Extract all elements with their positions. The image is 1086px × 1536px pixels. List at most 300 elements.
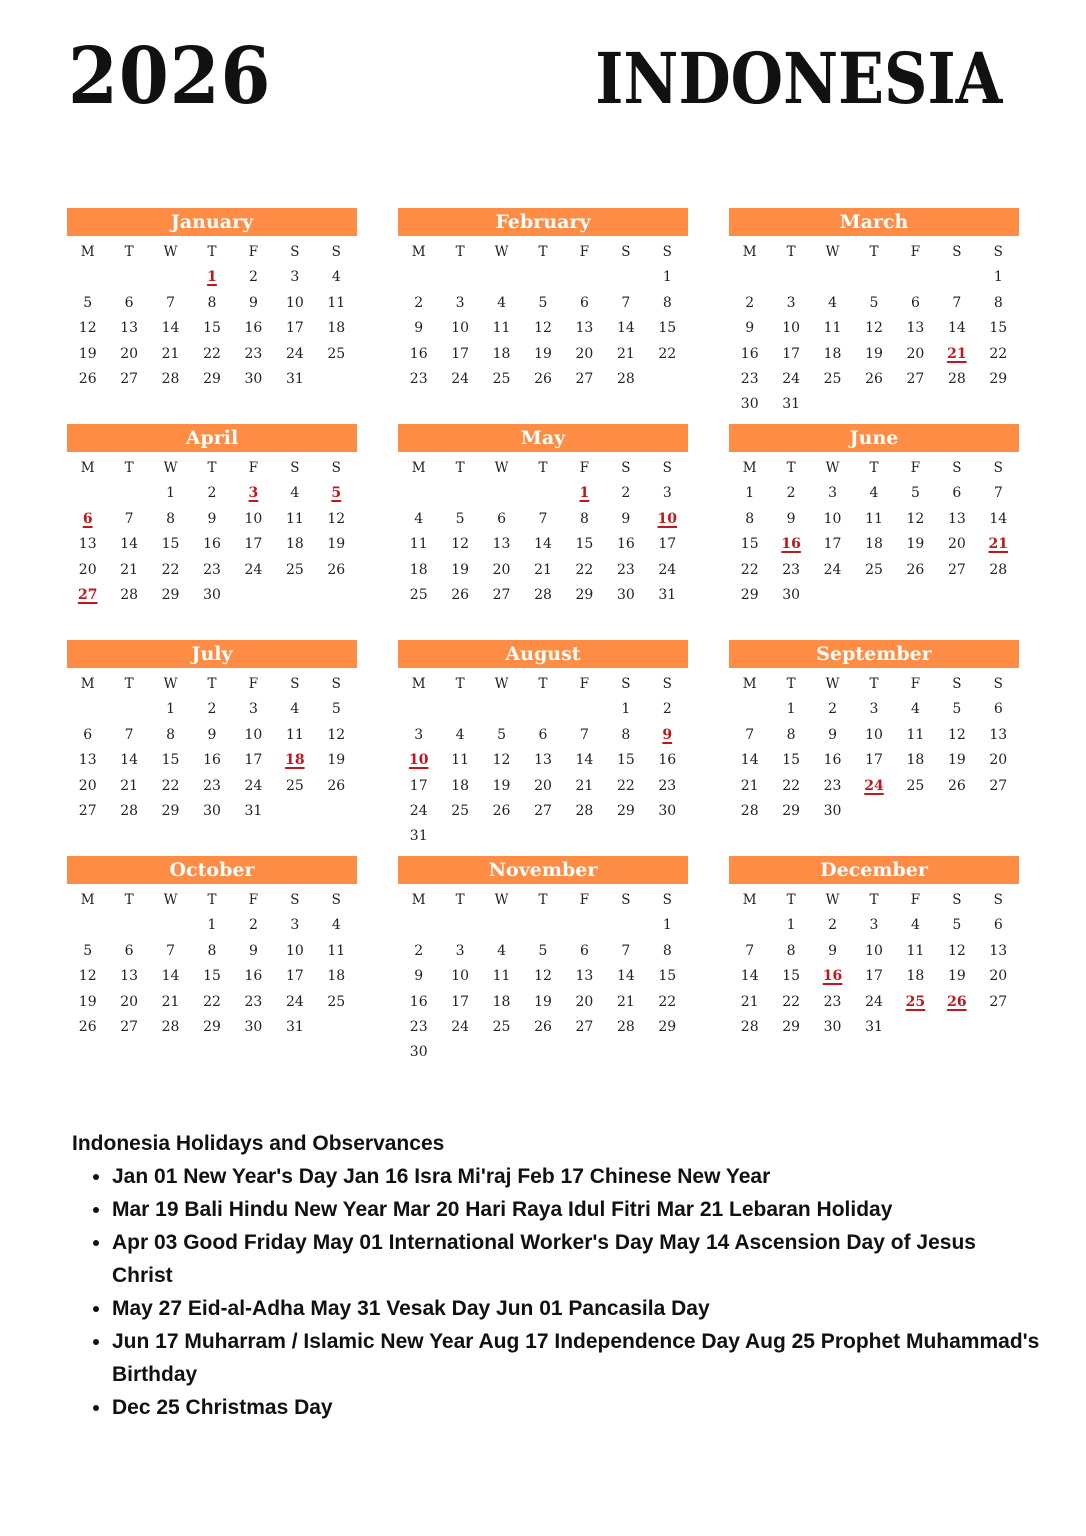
weekday-label: M — [411, 244, 426, 260]
date: 26 — [327, 561, 346, 578]
month-april — [67, 424, 357, 640]
empty-cell — [398, 697, 439, 722]
empty-cell — [150, 913, 191, 938]
month-september — [729, 640, 1019, 856]
date: 15 — [782, 968, 801, 985]
date: 18 — [492, 345, 511, 362]
holiday-list-item: • Mar 19 Bali Hindu New Year Mar 20 Hari Raya Idul Fitri Mar 21 Lebaran Holiday — [112, 1193, 1042, 1226]
date: 14 — [616, 320, 635, 337]
date: 20 — [78, 561, 97, 578]
weekday-label: T — [207, 244, 217, 260]
calendar-grid — [67, 208, 1019, 1072]
holiday-date: 25 — [905, 993, 926, 1010]
date: 19 — [327, 536, 346, 553]
date: 17 — [244, 752, 263, 769]
weekday-label: S — [621, 892, 631, 908]
date: 19 — [78, 345, 97, 362]
weekday-label: F — [579, 892, 590, 908]
empty-cell — [729, 913, 770, 938]
month-header: June — [729, 424, 1019, 452]
date: 28 — [616, 370, 635, 387]
empty-cell — [398, 265, 439, 290]
date: 29 — [782, 1018, 801, 1035]
date: 24 — [285, 345, 304, 362]
date: 1 — [207, 917, 217, 934]
empty-cell — [936, 265, 977, 290]
empty-cell — [108, 913, 149, 938]
date: 13 — [534, 752, 552, 769]
month-header: April — [67, 424, 357, 452]
date: 9 — [786, 510, 796, 527]
date: 24 — [285, 993, 304, 1010]
month-days — [67, 888, 357, 1040]
date: 27 — [947, 561, 966, 578]
date: 12 — [327, 510, 346, 527]
date: 2 — [786, 485, 796, 502]
date: 15 — [782, 752, 801, 769]
date: 15 — [740, 536, 759, 553]
date: 26 — [451, 586, 470, 603]
date: 23 — [740, 370, 759, 387]
date: 18 — [492, 993, 511, 1010]
date: 14 — [120, 536, 139, 553]
date: 7 — [124, 510, 134, 527]
date: 12 — [451, 536, 470, 553]
date: 10 — [244, 726, 263, 743]
weekday-label: S — [290, 460, 300, 476]
date: 8 — [745, 510, 755, 527]
weekday-label: T — [124, 460, 134, 476]
weekday-label: S — [290, 676, 300, 692]
weekday-label: W — [163, 460, 178, 476]
date: 9 — [248, 942, 258, 959]
holiday-date: 24 — [864, 777, 884, 794]
date: 22 — [782, 993, 801, 1010]
date: 10 — [285, 942, 304, 959]
weekday-label: T — [207, 676, 217, 692]
date: 24 — [658, 561, 677, 578]
date: 23 — [823, 777, 842, 794]
date: 9 — [828, 942, 838, 959]
date: 17 — [244, 536, 263, 553]
date: 27 — [492, 586, 511, 603]
date: 20 — [947, 536, 966, 553]
date: 21 — [616, 993, 635, 1010]
date: 10 — [451, 320, 470, 337]
month-december — [729, 856, 1019, 1072]
month-header: October — [67, 856, 357, 884]
date: 4 — [497, 294, 507, 311]
date: 5 — [83, 942, 93, 959]
date: 10 — [285, 294, 304, 311]
date: 29 — [989, 370, 1008, 387]
date: 3 — [248, 701, 258, 718]
date: 9 — [828, 726, 838, 743]
date: 8 — [662, 294, 672, 311]
date: 29 — [161, 586, 180, 603]
month-days — [729, 456, 1019, 608]
date: 14 — [120, 752, 139, 769]
date: 9 — [414, 320, 424, 337]
date: 5 — [952, 701, 962, 718]
date: 25 — [492, 370, 511, 387]
date: 18 — [327, 320, 346, 337]
date: 2 — [828, 701, 838, 718]
date: 30 — [203, 802, 221, 819]
date: 27 — [120, 370, 139, 387]
month-header: January — [67, 208, 357, 236]
date: 12 — [947, 942, 966, 959]
date: 26 — [327, 777, 346, 794]
weekday-label: W — [494, 244, 509, 260]
date: 1 — [166, 485, 176, 502]
month-header: December — [729, 856, 1019, 884]
weekday-label: S — [331, 460, 341, 476]
weekday-label: T — [455, 892, 465, 908]
date: 25 — [327, 993, 346, 1010]
date: 1 — [786, 917, 796, 934]
date: 20 — [492, 561, 511, 578]
date: 19 — [534, 345, 552, 362]
weekday-label: S — [952, 892, 962, 908]
holiday-list-item: • Apr 03 Good Friday May 01 International Worker's Day May 14 Ascension Day of Jesus Christ — [112, 1226, 1042, 1292]
holiday-date: 16 — [822, 968, 843, 985]
date: 16 — [244, 968, 263, 985]
empty-cell — [564, 697, 605, 722]
date: 14 — [616, 968, 635, 985]
date: 19 — [78, 993, 97, 1010]
date: 7 — [538, 510, 548, 527]
date: 30 — [244, 370, 263, 387]
date: 5 — [538, 294, 548, 311]
holiday-date: 18 — [285, 752, 305, 769]
date: 6 — [83, 726, 93, 743]
date: 13 — [492, 536, 511, 553]
date: 2 — [207, 485, 217, 502]
date: 14 — [534, 536, 552, 553]
weekday-label: S — [662, 460, 672, 476]
holiday-date: 26 — [947, 993, 967, 1010]
date: 2 — [414, 294, 424, 311]
date: 29 — [658, 1018, 677, 1035]
year-title: 2026 — [68, 31, 272, 122]
weekday-label: S — [290, 892, 300, 908]
date: 25 — [327, 345, 346, 362]
date: 9 — [745, 320, 755, 337]
weekday-label: W — [163, 676, 178, 692]
weekday-label: S — [621, 676, 631, 692]
date: 21 — [740, 777, 759, 794]
date: 1 — [662, 269, 672, 286]
month-header: February — [398, 208, 688, 236]
date: 20 — [575, 345, 594, 362]
date: 12 — [78, 968, 97, 985]
date: 28 — [989, 561, 1008, 578]
date: 31 — [244, 802, 263, 819]
date: 31 — [865, 1018, 883, 1035]
date: 11 — [327, 294, 346, 311]
date: 18 — [906, 752, 925, 769]
date: 30 — [782, 586, 801, 603]
date: 11 — [285, 726, 304, 743]
date: 12 — [492, 752, 511, 769]
date: 26 — [534, 370, 552, 387]
date: 17 — [451, 993, 470, 1010]
date: 19 — [865, 345, 883, 362]
date: 24 — [451, 1018, 470, 1035]
date: 25 — [906, 777, 925, 794]
date: 11 — [906, 942, 925, 959]
holiday-list-item: • May 27 Eid-al-Adha May 31 Vesak Day Jun 01 Pancasila Day — [112, 1292, 1042, 1325]
date: 13 — [575, 968, 594, 985]
weekday-label: S — [662, 244, 672, 260]
date: 16 — [244, 320, 263, 337]
date: 16 — [658, 752, 677, 769]
date: 10 — [782, 320, 801, 337]
date: 29 — [161, 802, 180, 819]
empty-cell — [812, 265, 853, 290]
date: 3 — [290, 269, 300, 286]
empty-cell — [564, 265, 605, 290]
holiday-list-title: Indonesia Holidays and Observances — [72, 1132, 445, 1155]
date: 21 — [120, 777, 139, 794]
date: 25 — [285, 777, 304, 794]
date: 2 — [248, 269, 258, 286]
month-july — [67, 640, 357, 856]
date: 6 — [952, 485, 962, 502]
month-january — [67, 208, 357, 424]
date: 6 — [993, 917, 1003, 934]
empty-cell — [439, 481, 480, 506]
date: 3 — [869, 701, 879, 718]
date: 4 — [414, 510, 424, 527]
date: 18 — [327, 968, 346, 985]
date: 23 — [244, 345, 263, 362]
date: 4 — [290, 701, 300, 718]
weekday-label: F — [910, 676, 921, 692]
weekday-label: M — [80, 244, 95, 260]
holiday-date: 21 — [988, 536, 1009, 553]
holiday-date: 3 — [248, 485, 259, 502]
month-june — [729, 424, 1019, 640]
date: 16 — [740, 345, 759, 362]
weekday-label: S — [331, 676, 341, 692]
weekday-label: W — [825, 460, 840, 476]
empty-cell — [770, 265, 811, 290]
date: 6 — [910, 294, 920, 311]
date: 1 — [993, 269, 1003, 286]
date: 11 — [865, 510, 883, 527]
date: 1 — [621, 701, 631, 718]
date: 3 — [786, 294, 796, 311]
weekday-label: S — [952, 460, 962, 476]
date: 4 — [910, 701, 920, 718]
weekday-label: T — [869, 244, 879, 260]
month-days — [67, 240, 357, 392]
weekday-label: W — [163, 244, 178, 260]
holiday-date: 5 — [331, 485, 342, 502]
date: 25 — [285, 561, 304, 578]
weekday-label: F — [248, 244, 259, 260]
date: 5 — [331, 701, 341, 718]
date: 7 — [952, 294, 962, 311]
weekday-label: T — [869, 892, 879, 908]
month-header: September — [729, 640, 1019, 668]
weekday-label: W — [825, 244, 840, 260]
country-title: INDONESIA — [594, 37, 1002, 120]
date: 28 — [120, 802, 139, 819]
month-november — [398, 856, 688, 1072]
date: 14 — [575, 752, 594, 769]
date: 31 — [409, 828, 428, 845]
date: 26 — [865, 370, 883, 387]
date: 4 — [497, 942, 507, 959]
month-header: March — [729, 208, 1019, 236]
empty-cell — [481, 913, 522, 938]
empty-cell — [108, 265, 149, 290]
holiday-list-item: • Jan 01 New Year's Day Jan 16 Isra Mi'raj Feb 17 Chinese New Year — [112, 1160, 1042, 1193]
date: 18 — [865, 536, 883, 553]
date: 31 — [285, 1018, 304, 1035]
date: 21 — [120, 561, 139, 578]
date: 22 — [740, 561, 759, 578]
date: 7 — [166, 294, 176, 311]
date: 12 — [947, 726, 966, 743]
weekday-label: T — [786, 244, 796, 260]
weekday-label: T — [124, 676, 134, 692]
date: 13 — [575, 320, 594, 337]
date: 17 — [658, 536, 677, 553]
date: 2 — [828, 917, 838, 934]
date: 3 — [828, 485, 838, 502]
month-days — [729, 888, 1019, 1040]
date: 8 — [786, 726, 796, 743]
weekday-label: S — [331, 244, 341, 260]
date: 24 — [782, 370, 801, 387]
month-days — [729, 240, 1019, 418]
weekday-label: T — [538, 676, 548, 692]
date: 17 — [409, 777, 428, 794]
weekday-label: F — [248, 676, 259, 692]
date: 12 — [906, 510, 925, 527]
date: 13 — [906, 320, 925, 337]
empty-cell — [564, 913, 605, 938]
date: 1 — [662, 917, 672, 934]
date: 28 — [161, 370, 180, 387]
weekday-label: T — [538, 460, 548, 476]
date: 16 — [409, 993, 428, 1010]
weekday-label: F — [910, 244, 921, 260]
weekday-label: W — [825, 676, 840, 692]
weekday-label: S — [993, 676, 1003, 692]
date: 6 — [993, 701, 1003, 718]
date: 17 — [285, 320, 304, 337]
date: 29 — [575, 586, 594, 603]
date: 11 — [451, 752, 470, 769]
date: 11 — [285, 510, 304, 527]
date: 12 — [534, 968, 552, 985]
month-days — [398, 672, 688, 850]
date: 7 — [745, 726, 755, 743]
holiday-list-item: • Jun 17 Muharram / Islamic New Year Aug 17 Independence Day Aug 25 Prophet Muhammad's Birthday — [112, 1325, 1042, 1391]
empty-cell — [522, 481, 563, 506]
date: 16 — [823, 752, 842, 769]
date: 28 — [575, 802, 594, 819]
date: 23 — [203, 561, 221, 578]
weekday-label: T — [455, 244, 465, 260]
weekday-label: W — [825, 892, 840, 908]
weekday-label: T — [869, 460, 879, 476]
empty-cell — [729, 697, 770, 722]
month-may — [398, 424, 688, 640]
month-header: July — [67, 640, 357, 668]
date: 7 — [579, 726, 589, 743]
month-days — [398, 888, 688, 1066]
weekday-label: F — [248, 892, 259, 908]
date: 13 — [989, 726, 1008, 743]
date: 5 — [910, 485, 920, 502]
date: 23 — [616, 561, 635, 578]
weekday-label: F — [579, 460, 590, 476]
weekday-label: T — [207, 892, 217, 908]
date: 17 — [865, 968, 883, 985]
date: 3 — [455, 294, 465, 311]
date: 4 — [331, 269, 341, 286]
date: 12 — [534, 320, 552, 337]
date: 18 — [823, 345, 842, 362]
date: 2 — [207, 701, 217, 718]
date: 22 — [989, 345, 1008, 362]
date: 15 — [989, 320, 1008, 337]
weekday-label: M — [80, 892, 95, 908]
month-days — [67, 456, 357, 608]
empty-cell — [67, 481, 108, 506]
date: 29 — [740, 586, 759, 603]
date: 30 — [616, 586, 635, 603]
date: 6 — [497, 510, 507, 527]
weekday-label: S — [331, 892, 341, 908]
empty-cell — [439, 697, 480, 722]
date: 30 — [658, 802, 677, 819]
date: 3 — [290, 917, 300, 934]
date: 21 — [575, 777, 594, 794]
date: 13 — [78, 752, 97, 769]
date: 23 — [823, 993, 842, 1010]
holiday-date: 10 — [657, 510, 678, 527]
weekday-label: F — [910, 892, 921, 908]
date: 8 — [207, 294, 217, 311]
date: 14 — [947, 320, 966, 337]
date: 19 — [327, 752, 346, 769]
date: 25 — [865, 561, 883, 578]
weekday-label: T — [786, 460, 796, 476]
weekday-label: S — [952, 244, 962, 260]
date: 11 — [409, 536, 428, 553]
weekday-label: S — [993, 244, 1003, 260]
date: 6 — [579, 942, 589, 959]
month-february — [398, 208, 688, 424]
date: 25 — [409, 586, 428, 603]
empty-cell — [522, 697, 563, 722]
date: 28 — [616, 1018, 635, 1035]
month-days — [398, 240, 688, 392]
date: 15 — [203, 320, 221, 337]
month-days — [398, 456, 688, 608]
date: 7 — [124, 726, 134, 743]
weekday-label: F — [579, 244, 590, 260]
date: 31 — [285, 370, 304, 387]
date: 15 — [658, 968, 677, 985]
